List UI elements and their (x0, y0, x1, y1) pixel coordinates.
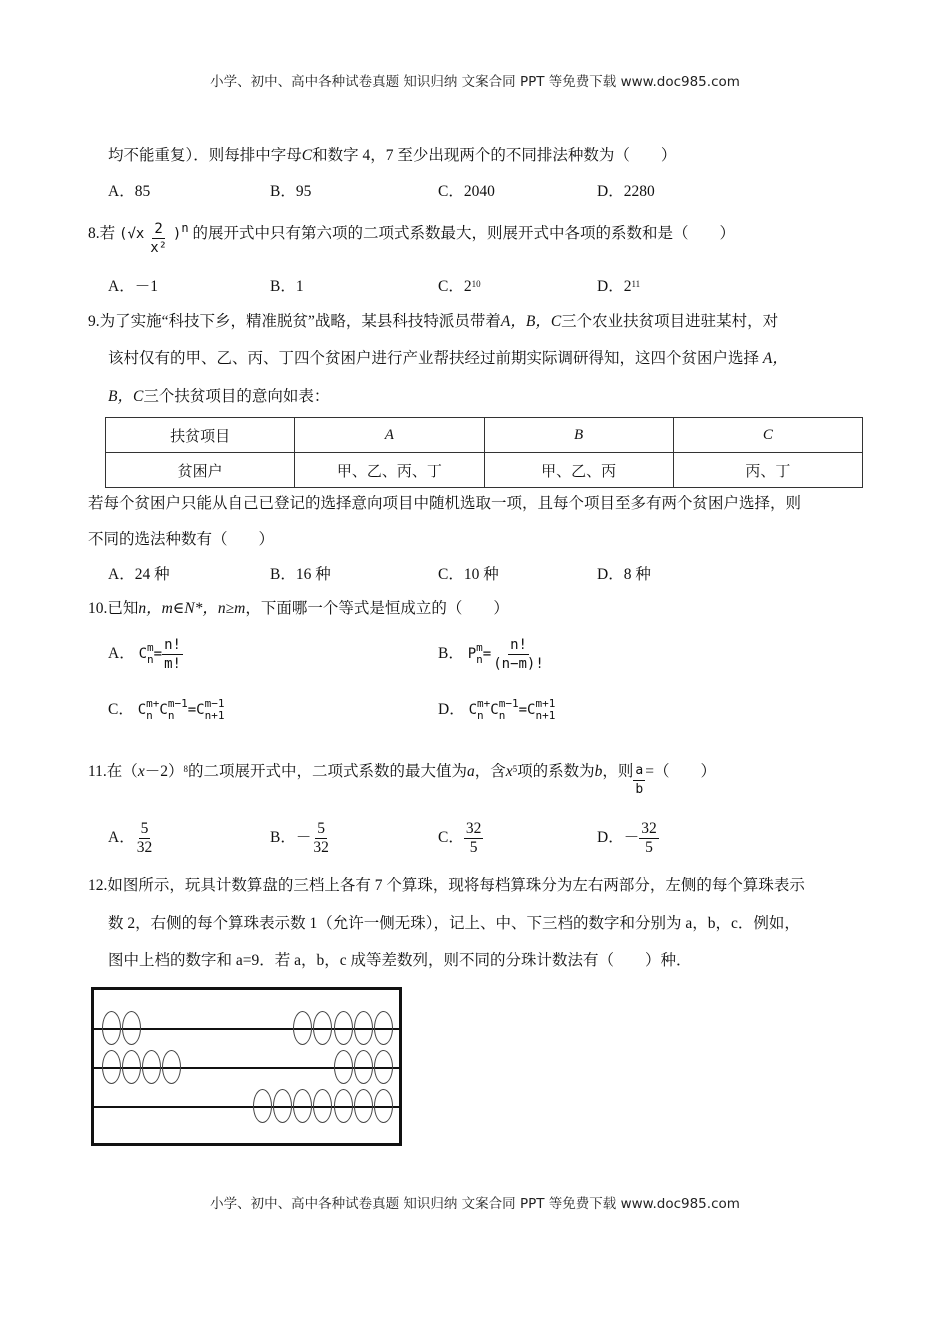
q11-a-fraction: $\frac{5}{32}$ (136, 820, 153, 856)
q8-number: 8.若 (88, 225, 116, 242)
q9-stem-line2: 该村仅有的甲、乙、丙、丁四个贫困户进行产业帮扶经过前期实际调研得知，这四个贫困户选择 A， (108, 350, 788, 367)
q10-option-c: C． C m+ n C m−1 n =C m−1 n+1 (108, 697, 225, 722)
q8-fraction: $\frac{2}{\text{x²}}$ (150, 221, 168, 256)
permutation-symbol: P m n = (467, 641, 492, 667)
q10-stem: 10.已知n，m∈N*，n≥m，下面哪一个等式是恒成立的（ ） (88, 600, 509, 617)
table-cell: 甲、乙、丙、丁 (295, 453, 484, 488)
abacus-bead (253, 1089, 272, 1123)
abacus-bead (142, 1050, 161, 1084)
q11-stem: 11.在$(x-2)^8$的二项展开式中，二项式系数的最大值为a，含$x^5$项的系数为b，则 $\frac{a}{b}$ =（ ） (88, 763, 716, 797)
q9-stem-line3: B，C三个扶贫项目的意向如表： (108, 388, 330, 405)
table-cell: A (295, 418, 484, 453)
combination-symbol: C m n = (138, 641, 163, 667)
q7-var-c: C (301, 147, 313, 164)
abacus-bead (273, 1089, 292, 1123)
q9-stem-line1: 9.为了实施“科技下乡，精准脱贫”战略，某县科技特派员带着A，B，C三个农业扶贫项目进驻某村，对 (88, 313, 779, 330)
q10-option-b: B． P m n = $\frac{n!}{(n-m)!}$ (438, 637, 544, 672)
q9-option-a: A．24 种 (108, 566, 170, 583)
q10-option-a: A． C m n = $\frac{n!}{m!}$ (108, 637, 181, 672)
q7-text-b: 和数字 4，7 至少出现两个的不同排法种数为（ ） (312, 147, 677, 164)
table-cell: 贫困户 (106, 453, 295, 488)
q10-a-fraction: $\frac{n!}{m!}$ (164, 637, 181, 672)
abacus-bead (374, 1050, 393, 1084)
q7-option-d: D．2280 (597, 183, 655, 200)
q10-d-equation: C m+ n C m−1 n =C m+1 n+1 (468, 697, 556, 722)
abacus-bead (354, 1011, 373, 1045)
abacus-bead (122, 1050, 141, 1084)
abacus-bead (293, 1011, 312, 1045)
abacus-bead (334, 1011, 353, 1045)
q12-stem-line3: 图中上档的数字和 a=9．若 a，b，c 成等差数列，则不同的分珠计数法有（ ）种． (108, 952, 692, 969)
q11-fraction: $\frac{a}{b}$ (635, 763, 644, 797)
abacus-bead (293, 1089, 312, 1123)
table-cell: 扶贫项目 (106, 418, 295, 453)
q11-c-fraction: $\frac{32}{5}$ (465, 820, 482, 856)
q8-text: 的展开式中只有第六项的二项式系数最大，则展开式中各项的系数和是（ ） (192, 225, 735, 242)
q11-option-b: B．－ $\frac{5}{32}$ (270, 820, 329, 856)
table-cell: C (673, 418, 862, 453)
abacus-bead (162, 1050, 181, 1084)
table-cell: B (484, 418, 673, 453)
q8-expr-open: (√x (119, 226, 145, 242)
q12-stem-line1: 12.如图所示，玩具计数算盘的三档上各有 7 个算珠，现将每档算珠分为左右两部分，左侧的每个算珠表示 (88, 877, 805, 894)
q11-d-fraction: $\frac{32}{5}$ (641, 820, 657, 856)
q8-option-d: D．$2^{11}$ (597, 278, 641, 295)
q11-option-c: C． $\frac{32}{5}$ (438, 820, 482, 856)
abacus-bead (313, 1011, 332, 1045)
page-header: 小学、初中、高中各种试卷真题 知识归纳 文案合同 PPT 等免费下载 www.doc985.com (210, 74, 740, 90)
q8-option-b: B．1 (270, 278, 304, 295)
q7-text-a: 均不能重复）．则每排中字母 (108, 147, 302, 164)
q9-after-line2: 不同的选法种数有（ ） (88, 531, 275, 548)
q12-stem-line2: 数 2，右侧的每个算珠表示数 1（允许一侧无珠），记上、中、下三档的数字和分别为 a，b，c．例如， (108, 915, 800, 932)
table-header-row (106, 418, 863, 453)
table-cell: 甲、乙、丙 (484, 453, 673, 488)
q8-exponent: n (181, 221, 189, 235)
q8-stem: 8.若 (√x $\frac{2}{\text{x²}}$ )$^n$ 的展开式中只有第六项的二项式系数最大，则展开式中各项的系数和是（ ） (88, 221, 735, 256)
q9-table (105, 417, 863, 488)
abacus-bead (122, 1011, 141, 1045)
abacus-bead (374, 1011, 393, 1045)
abacus-bead (102, 1011, 121, 1045)
q9-option-c: C．10 种 (438, 566, 499, 583)
abacus-bead (334, 1050, 353, 1084)
q7-option-b: B．95 (270, 183, 312, 200)
q9-option-b: B．16 种 (270, 566, 331, 583)
abacus-bead (374, 1089, 393, 1123)
q10-c-equation: C m+ n C m−1 n =C m−1 n+1 (137, 697, 225, 722)
table-cell: 丙、丁 (673, 453, 862, 488)
abacus-bead (313, 1089, 332, 1123)
q7-option-c: C．2040 (438, 183, 495, 200)
q10-option-d: D． C m+ n C m−1 n =C m+1 n+1 (438, 697, 556, 722)
q7-option-a: A．85 (108, 183, 151, 200)
q11-option-d: D．－ $\frac{32}{5}$ (597, 820, 657, 856)
table-row (106, 453, 863, 488)
abacus-bead (102, 1050, 121, 1084)
q9-after-line1: 若每个贫困户只能从自己已登记的选择意向项目中随机选取一项，且每个项目至多有两个贫困户选择，则 (88, 495, 802, 512)
q11-option-a: A． $\frac{5}{32}$ (108, 820, 153, 856)
q11-b-fraction: $\frac{5}{32}$ (313, 820, 329, 856)
q8-option-a: A．－1 (108, 278, 158, 295)
page-footer: 小学、初中、高中各种试卷真题 知识归纳 文案合同 PPT 等免费下载 www.doc985.com (210, 1196, 740, 1212)
q10-b-fraction: $\frac{n!}{(n-m)!}$ (493, 637, 544, 672)
abacus-bead (354, 1089, 373, 1123)
abacus-figure (91, 987, 402, 1146)
q7-stem-continuation (108, 146, 676, 166)
abacus-bead (334, 1089, 353, 1123)
q8-option-c: C．$2^{10}$ (438, 278, 481, 295)
abacus-bead (354, 1050, 373, 1084)
q9-option-d: D．8 种 (597, 566, 651, 583)
